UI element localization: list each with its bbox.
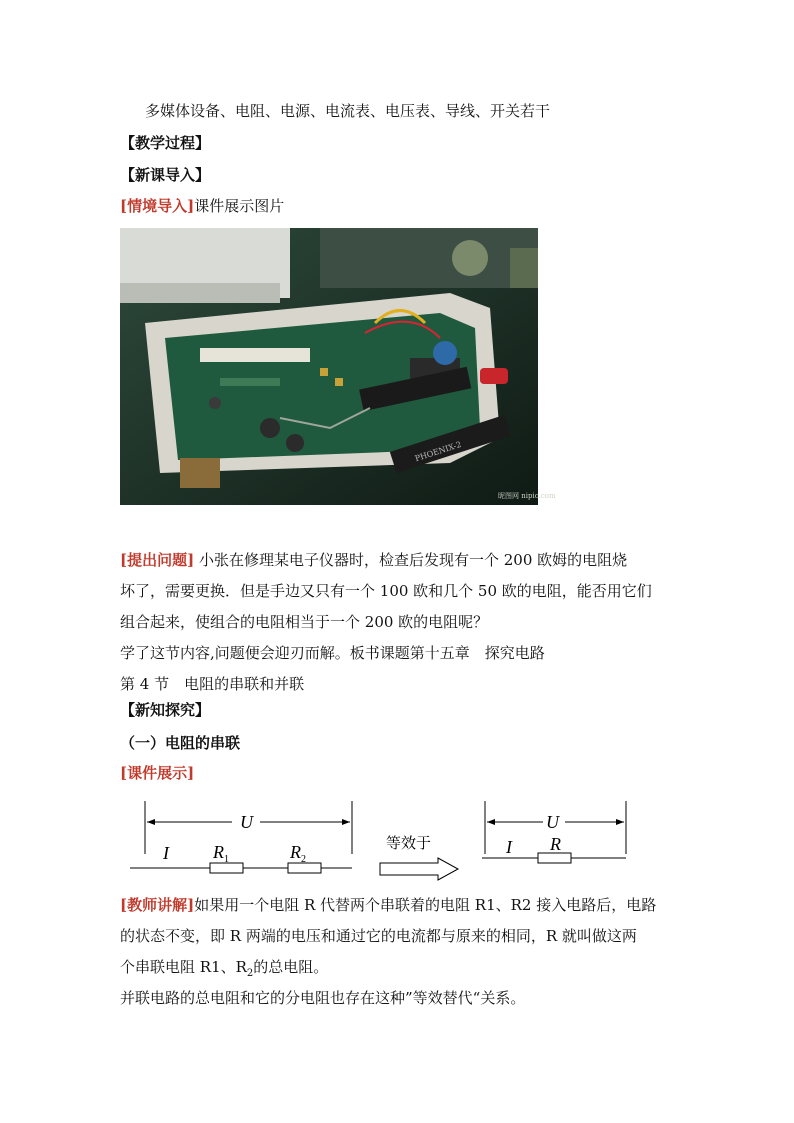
heading-new-knowledge-explore: 【新知探究】 — [120, 701, 211, 719]
photo-watermark: 昵图网 nipic.com — [498, 492, 556, 500]
equivalent-arrow — [380, 858, 458, 880]
courseware-tag: [课件展示] — [120, 764, 195, 782]
r1-subscript: 1 — [224, 854, 229, 865]
circuit-board-photo — [120, 228, 556, 505]
question-line-1 — [120, 550, 627, 570]
parallel-note: 并联电路的总电阻和它的分电阻也存在这种”等效替代“关系。 — [120, 989, 526, 1007]
r1-label: R — [213, 842, 224, 862]
r-label: R — [550, 834, 561, 854]
scenario-line — [120, 196, 284, 216]
r2-subscript: 2 — [301, 854, 306, 865]
svg-text:R2 — [289, 842, 306, 865]
explain-text-3b: 的总电阻。 — [253, 958, 329, 976]
explain-tag: [教师讲解] — [120, 896, 195, 914]
heading-teaching-process: 【教学过程】 — [120, 134, 211, 152]
materials-text: 多媒体设备、电阻、电源、电流表、电压表、导线、开关若干 — [145, 102, 551, 120]
section-title: 第 4 节 电阻的串联和并联 — [120, 675, 305, 693]
explain-line-1 — [120, 895, 656, 915]
svg-text:R1 — [212, 842, 229, 865]
right-u-arrow-left — [487, 819, 495, 825]
equivalent-label: 等效于 — [386, 834, 432, 852]
resistor-r — [538, 853, 571, 863]
explain-text-3a: 个串联电阻 R1、R — [120, 958, 247, 976]
question-line-3: 组合起来，使组合的电阻相当于一个 200 欧的电阻呢？ — [120, 613, 489, 631]
right-u-arrow-right — [616, 819, 624, 825]
circuit-board-illustration — [120, 228, 556, 505]
question-line-2: 坏了，需要更换．但是手边又只有一个 100 欧和几个 50 欧的电阻，能否用它们 — [120, 582, 652, 600]
scenario-text: 课件展示图片 — [194, 197, 285, 215]
subsection-series-resistance: （一）电阻的串联 — [120, 734, 241, 752]
question-tag: [提出问题] — [120, 551, 195, 569]
series-equivalent-circuit-diagram — [120, 796, 640, 876]
question-text-1: 小张在修理某电子仪器时，检查后发现有一个 200 欧姆的电阻烧 — [194, 551, 628, 569]
left-voltage-label: U — [240, 812, 253, 832]
right-voltage-label: U — [546, 812, 559, 832]
left-u-arrow-left — [147, 819, 155, 825]
r2-label: R — [290, 842, 301, 862]
scenario-tag: [情境导入] — [120, 197, 195, 215]
left-u-arrow-right — [342, 819, 350, 825]
board-label: PHOENIX-2 — [413, 439, 463, 464]
left-current-label: I — [163, 843, 169, 863]
explain-text-1: 如果用一个电阻 R 代替两个串联着的电阻 R1、R2 接入电路后，电路 — [194, 896, 657, 914]
explain-line-3 — [120, 957, 328, 984]
transition-text: 学了这节内容,问题便会迎刃而解。板书课题第十五章 探究电路 — [120, 644, 545, 662]
right-current-label: I — [506, 837, 512, 857]
heading-new-lesson-intro: 【新课导入】 — [120, 166, 211, 184]
explain-line-2: 的状态不变，即 R 两端的电压和通过它的电流都与原来的相同，R 就叫做这两 — [120, 927, 637, 945]
explain-subscript: 2 — [246, 968, 254, 979]
